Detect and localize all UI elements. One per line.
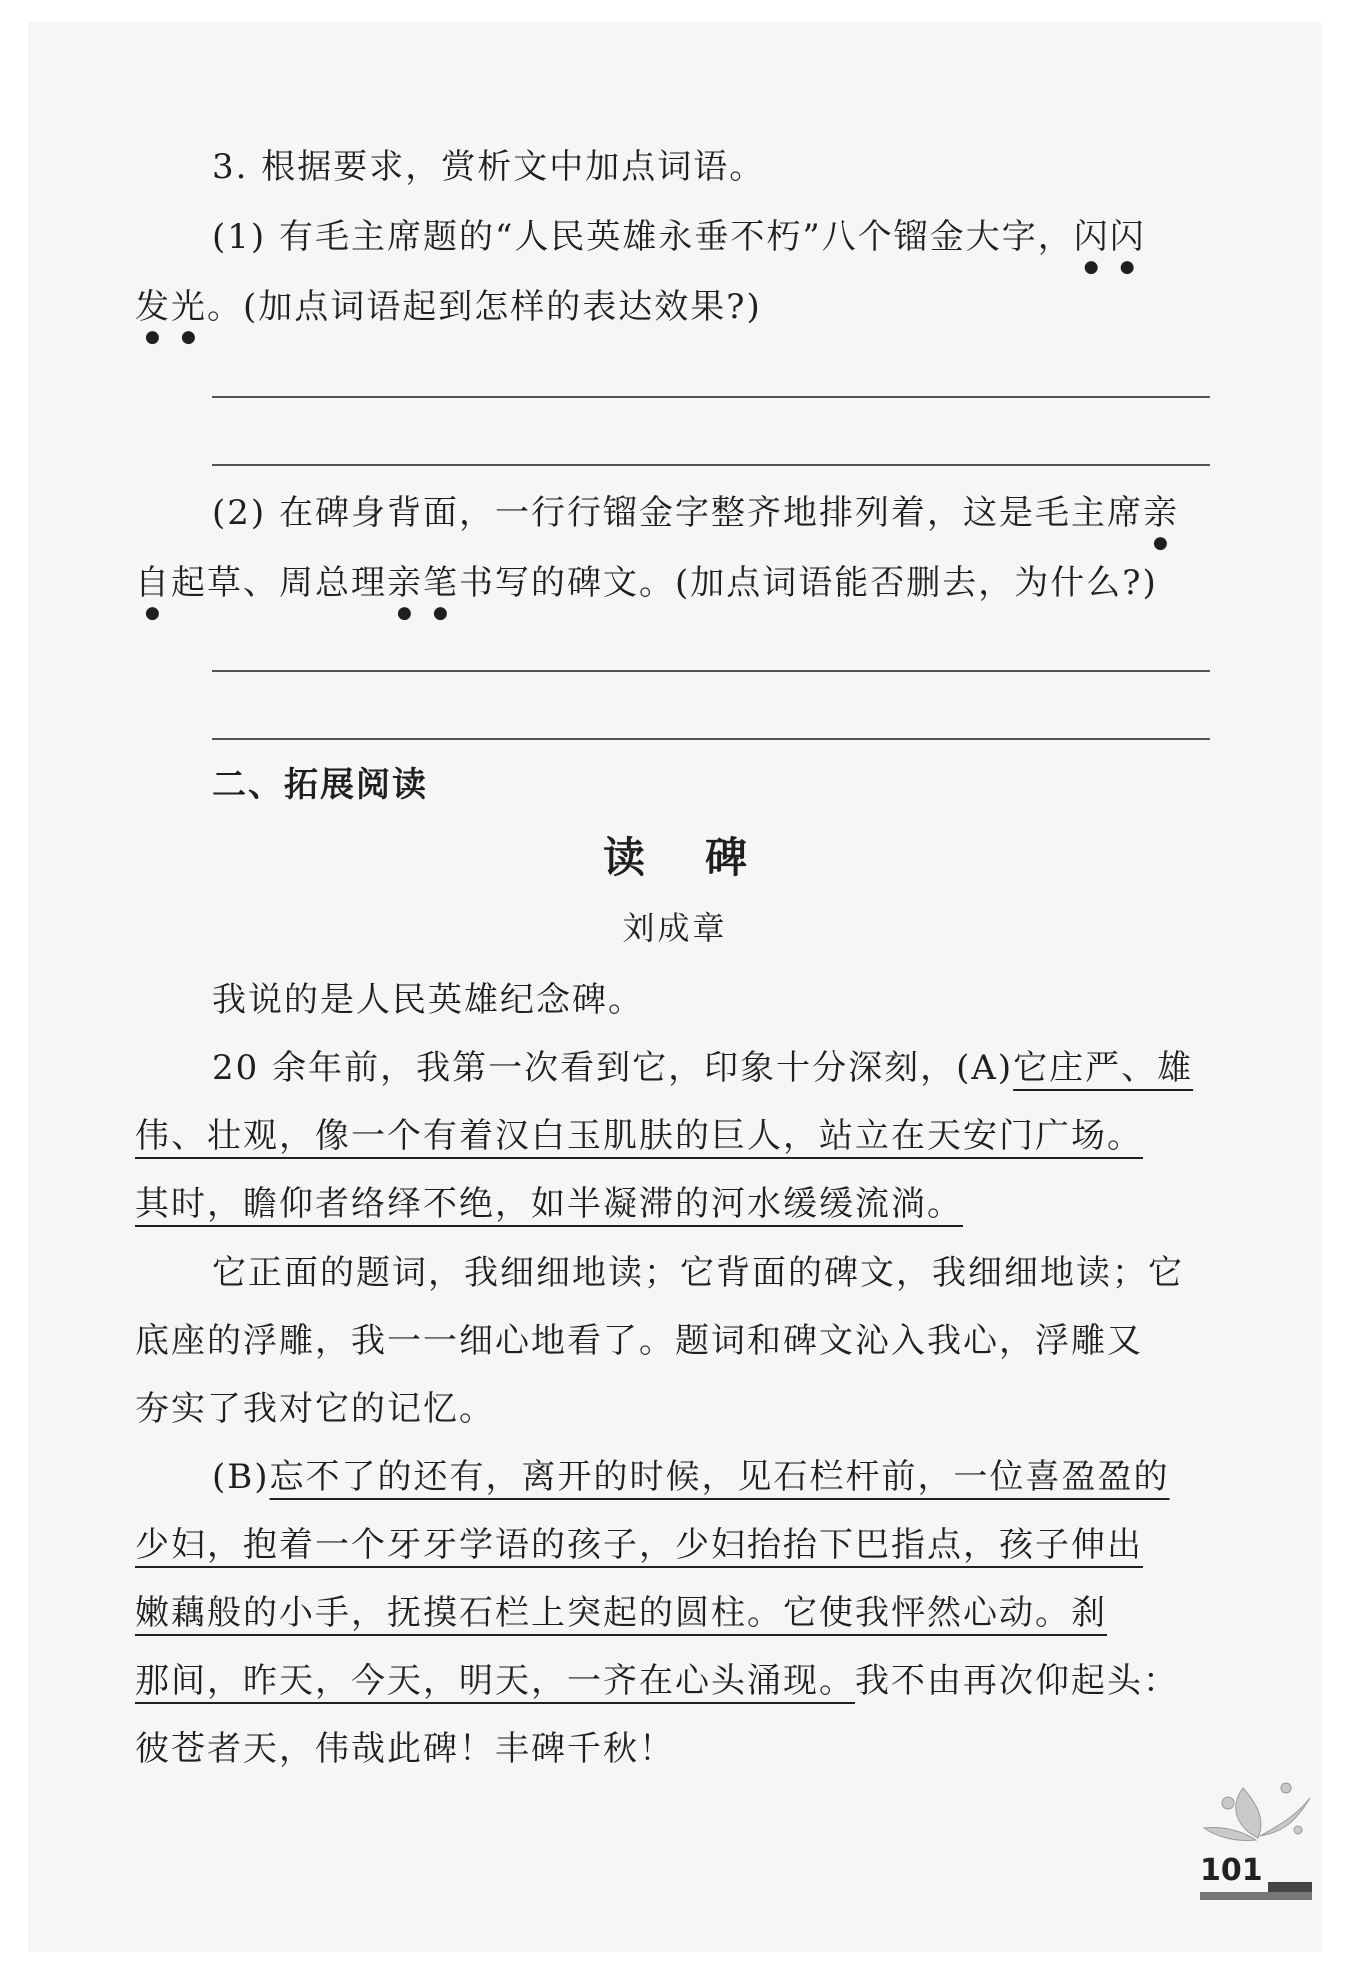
p2-underlined-a: 它庄严、雄 [1013,1048,1194,1088]
p4-text-b: 我不由再次仰起头： [855,1661,1179,1701]
p2-underlined-c: 其时，瞻仰者络绎不绝，如半凝滞的河水缓缓流淌。 [135,1184,963,1224]
paragraph-2-line3 [135,1179,963,1229]
section-heading: 二、拓展阅读 [212,765,428,805]
p2-underlined-b: 伟、壮观，像一个有着汉白玉肌肤的巨人，站立在天安门广场。 [135,1116,1143,1156]
question3-title: 3. 根据要求，赏析文中加点词语。 [212,147,766,187]
p4-underlined-b: 少妇，抱着一个牙牙学语的孩子，少妇抬抬下巴指点，孩子伸出 [135,1525,1143,1565]
paragraph-3-line3: 夯实了我对它的记忆。 [135,1389,495,1429]
q1-text-b: 。(加点词语起到怎样的表达效果?) [207,287,762,327]
q2-dotted-word-c: 亲笔 [387,563,459,603]
paragraph-4-line3 [135,1588,1107,1638]
q2-dotted-word-b: 自 [135,563,171,603]
paragraph-4-line2 [135,1520,1143,1570]
paragraph-1: 我说的是人民英雄纪念碑。 [212,980,644,1020]
leaf-decoration-icon [1198,1768,1318,1858]
q2-text-a: (2) 在碑身背面，一行行镏金字整齐地排列着，这是毛主席 [212,493,1143,533]
q2-text-b: 起草、周总理 [171,563,387,603]
p4-underlined-d: 那间，昨天，今天，明天，一齐在心头涌现。 [135,1661,855,1701]
paragraph-4-line1 [212,1452,1170,1502]
q1-dotted-word-a: 闪闪 [1073,217,1146,257]
page-number: 101 [1200,1853,1263,1888]
q2-answer-line-2[interactable] [212,738,1210,740]
paragraph-4-line4 [135,1656,1179,1706]
q1-answer-line-1[interactable] [212,396,1210,398]
paragraph-2-line2 [135,1111,1143,1161]
p4-underlined-a: 忘不了的还有，离开的时候，见石栏杆前，一位喜盈盈的 [269,1457,1170,1497]
article-title: 读碑 [602,833,807,882]
q1-dotted-word-b: 发光 [135,287,207,327]
paragraph-4-line5: 彼苍者天，伟哉此碑！丰碑千秋！ [135,1729,675,1769]
q2-answer-line-1[interactable] [212,670,1210,672]
q1-line2 [135,282,762,347]
q1-line1 [212,212,1146,277]
paragraph-2-line1 [212,1043,1193,1093]
p4-underlined-c: 嫩藕般的小手，抚摸石栏上突起的圆柱。它使我怦然心动。刹 [135,1593,1107,1633]
q2-dotted-word-a: 亲 [1142,493,1179,533]
q2-line2 [135,558,1158,623]
page-number-bar [1200,1892,1312,1900]
q2-line1 [212,488,1179,553]
q1-answer-line-2[interactable] [212,464,1210,466]
p4-label: (B) [212,1457,270,1497]
q2-text-c: 书写的碑文。(加点词语能否删去，为什么?) [459,563,1158,603]
p2-text: 20 余年前，我第一次看到它，印象十分深刻，(A) [212,1048,1014,1088]
paragraph-3-line2: 底座的浮雕，我一一细心地看了。题词和碑文沁入我心，浮雕又 [135,1321,1143,1361]
paragraph-3-line1: 它正面的题词，我细细地读；它背面的碑文，我细细地读；它 [212,1253,1184,1293]
q1-text-a: (1) 有毛主席题的“人民英雄永垂不朽”八个镏金大字， [212,217,1074,257]
article-author: 刘成章 [622,909,728,947]
page-number-bar-accent [1268,1882,1312,1892]
